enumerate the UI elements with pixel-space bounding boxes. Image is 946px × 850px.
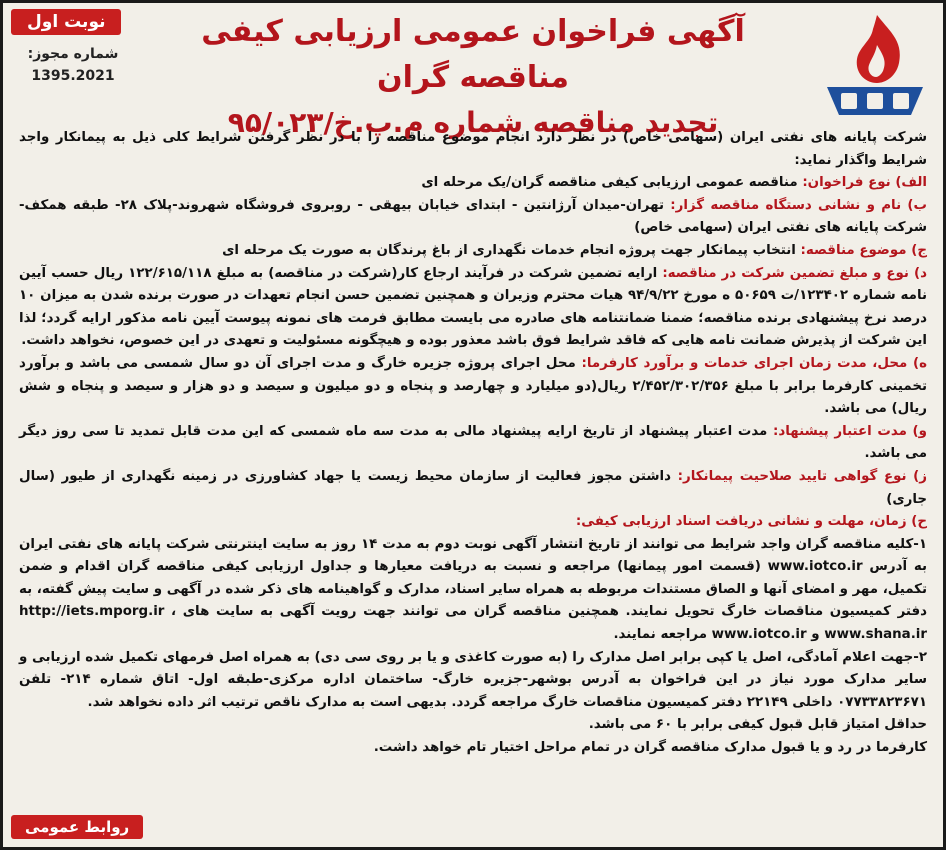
section-c-text: انتخاب پیمانکار جهت پروژه انجام خدمات نگهداری از باغ پرندگان به صورت یک مرحله ای (222, 242, 801, 258)
section-f (19, 421, 927, 466)
section-f-text: مدت اعتبار پیشنهاد از تاریخ ارایه پیشنهاد مالی به مدت سه ماه شمسی که این مدت قابل تمدید تا سی روز دیگر می باشد. (19, 423, 927, 462)
item-1-part-2: (قسمت امور پیمانها) مراجعه و نسبت به دریافت معیارها و جداول ارزیابی کیفی مناقصه گران اقدام و ضمن تکمیل، مهر و امضای آنها و الصاق مستندات مربوطه به همراه سایر اسناد، مدارک و گواهینامه های ذکر شده در آگهی و سایت پیش گفته، به دفتر کمیسیون مناقصات خارگ تحویل نمایند. همچنین مناقصه گران می توانند جهت رویت آگهی به سایت های (19, 559, 928, 620)
section-e-label: ه) محل، مدت زمان اجرای خدمات و برآورد کارفرما: (581, 355, 927, 371)
headline (153, 9, 793, 145)
section-g-label: ز) نوع گواهی تایید صلاحیت پیمانکار: (677, 468, 927, 484)
website-link-shana[interactable]: www.shana.ir (824, 627, 927, 643)
intro-paragraph: شرکت پایانه های نفتی ایران (سهامی خاص) در نظر دارد انجام موضوع مناقصه را با در نظر گرفتن شرایط کلی ذیل به پیمانکار واجد شرایط واگذار نماید: (19, 130, 927, 168)
section-g (19, 466, 927, 511)
section-h-label: ح) زمان، مهلت و نشانی دریافت اسناد ارزیابی کیفی: (575, 514, 927, 530)
turn-badge: نوبت اول (11, 9, 121, 35)
section-a-text: مناقصه عمومی ارزیابی کیفی مناقصه گران/یک مرحله ای (421, 175, 803, 191)
section-e-text: محل اجرای پروژه جزیره خارگ و مدت اجرای آن دو سال شمسی می باشد و برآورد تخمینی کارفرما برابر با مبلغ ۲/۴۵۲/۳۰۲/۳۵۶ ریال(دو میلیارد و چهارصد و پنجاه و دو میلیون و سیصد و دو هزار و سیصد و پنجاه و شش ریال) می باشد. (19, 355, 927, 417)
section-e (19, 353, 927, 421)
section-b-text: تهران-میدان آرژانتین - ابتدای خیابان بیهقی - روبروی فروشگاه شهروند-پلاک ۲۸- طبقه همکف- شرکت پایانه های نفتی ایران (سهامی خاص) (19, 197, 927, 236)
notice-title: آگهی فراخوان عمومی ارزیابی کیفی مناقصه گران (201, 14, 745, 95)
section-a (19, 172, 927, 195)
section-a-label: الف) نوع فراخوان: (802, 175, 927, 191)
section-b (19, 195, 927, 240)
website-link-iotco-2[interactable]: www.iotco.ir (711, 627, 807, 643)
section-h (19, 511, 927, 534)
section-c-label: ج) موضوع مناقصه: (800, 242, 927, 258)
license-label: شماره مجوز: (27, 46, 119, 62)
note-employer-authority: کارفرما در رد و یا قبول مدارک مناقصه گران در تمام مراحل اختیار تام خواهد داشت. (373, 740, 927, 756)
note-minimum-score: حداقل امتیاز قابل قبول کیفی برابر با ۶۰ می باشد. (588, 717, 927, 733)
notice-subtitle: تجدید مناقصه شماره م.پ.خ/۹۵/۰۲۳ (227, 106, 719, 139)
notice-body (19, 127, 927, 760)
website-link-iotco[interactable]: www.iotco.ir (767, 559, 863, 575)
item-1-separator-2: و (806, 627, 825, 643)
section-f-label: و) مدت اعتبار پیشنهاد: (773, 423, 928, 439)
section-b-label: ب) نام و نشانی دستگاه مناقصه گزار: (670, 197, 927, 213)
section-c (19, 240, 927, 263)
section-d-text: ارایه تضمین شرکت در فرآیند ارجاع کار(شرکت در مناقصه) به مبلغ ۱۲۲/۶۱۵/۱۱۸ ریال حسب آیین نامه شماره ۱۲۳۴۰۲/ت ۵۰۶۵۹ ه مورخ ۹۴/۹/۲۲ هیات محترم وزیران و همچنین تضمین حسن انجام تعهدات در صورت برنده شدن به میزان ۱۰ درصد نرخ پیشنهادی برنده مناقصه؛ ضمنا ضمانتنامه های صادره می بایست مطابق فرمت های نمونه پیوست آیین نامه مذکور ارایه گردد؛ لذا این شرکت از پذیرش ضمانت نامه هایی که فاقد شرایط فوق باشد معذور بوده و هیچگونه مسئولیت و تعهدی در این خصوص، نخواهد داشت. (19, 265, 928, 349)
section-d (19, 263, 927, 353)
nioc-flame-logo-icon (821, 11, 929, 121)
public-relations-badge: روابط عمومی (11, 815, 143, 839)
website-link-iets[interactable]: http://iets.mporg.ir (19, 604, 165, 620)
item-1 (19, 534, 927, 647)
item-1-part-1: ۱-کلیه مناقصه گران واجد شرایط می توانند از تاریخ انتشار آگهی نوبت دوم به مدت ۱۴ روز به سایت اینترنتی شرکت پایانه های نفتی ایران به آدرس (19, 536, 928, 575)
license-number: 1395.2021 (31, 68, 115, 84)
section-g-text: داشتن مجوز فعالیت از سازمان محیط زیست یا جهاد کشاورزی در زمینه نگهداری از طیور (سال جاری) (19, 468, 927, 507)
item-2: ۲-جهت اعلام آمادگی، اصل یا کپی برابر اصل مدارک را (به صورت کاغذی و یا بر روی سی دی) به همراه اصل فرمهای تکمیل شده ارزیابی و سایر مدارک مورد نیاز در این فراخوان به آدرس بوشهر-جزیره خارگ- ساختمان اداره مرکزی-طبقه اول- اتاق شماره ۲۱۴- تلفن ۰۷۷۳۳۸۲۳۶۷۱ داخلی ۲۲۱۴۹ دفتر کمیسیون مناقصات خارگ مراجعه گردد. بدیهی است به مدارک ناقص ترتیب اثر داده نخواهد شد. (19, 649, 927, 710)
license-info (13, 43, 133, 87)
section-d-label: د) نوع و مبلغ تضمین شرکت در مناقصه: (662, 265, 927, 281)
item-1-separator-1: ، (164, 604, 177, 620)
item-1-part-3: مراجعه نمایند. (613, 627, 712, 643)
